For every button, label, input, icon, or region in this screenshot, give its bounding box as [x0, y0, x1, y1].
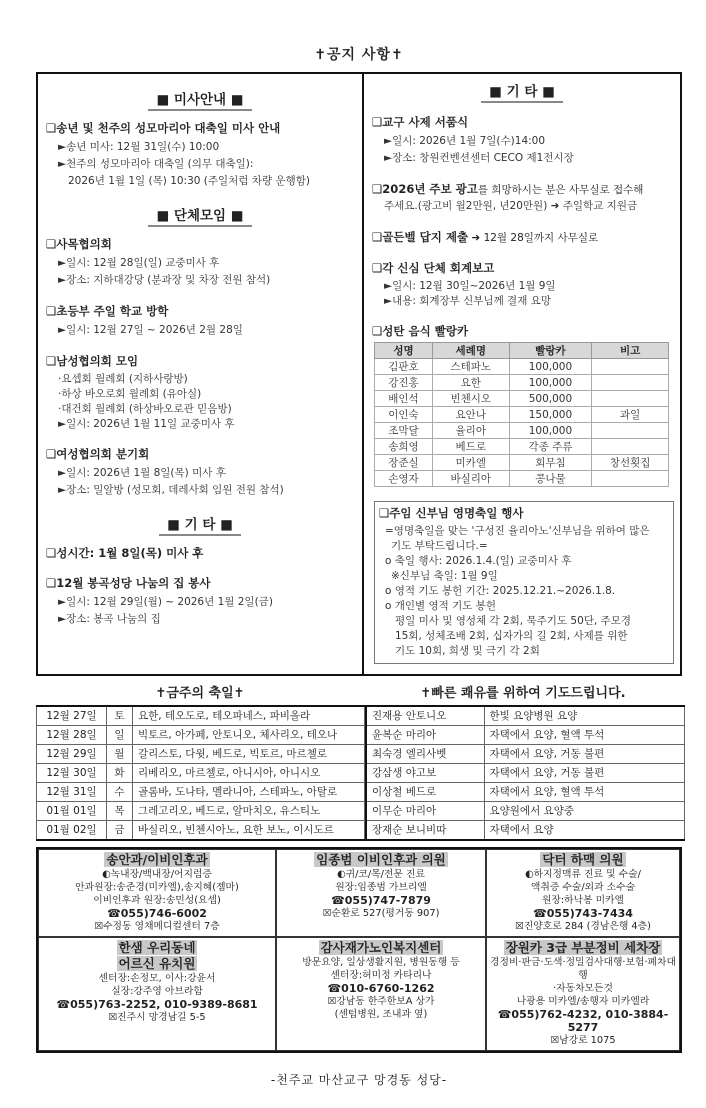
- ad-phone: ☎055)747-7879: [331, 894, 431, 907]
- table-cell: [592, 391, 669, 407]
- line: ►일시: 12월 27일 ~ 2026년 2월 28일: [58, 324, 243, 336]
- table-cell: 장재순 보니비따: [366, 821, 484, 841]
- ad-block: [276, 849, 486, 937]
- table-cell: 월: [107, 745, 133, 764]
- table-cell: [592, 423, 669, 439]
- line: ·요셉회 월례회 (지하사랑방): [58, 373, 188, 385]
- section-title: ❑주임 신부님 영명축일 행사: [379, 506, 524, 520]
- table-row: [366, 783, 684, 802]
- feast-day-box: [374, 501, 674, 664]
- ad-line: ◐하지정맥류 진료 및 수술/: [525, 869, 641, 880]
- section-title: ❑성탄 음식 빨랑카: [372, 324, 469, 338]
- table-cell: 배인석: [375, 391, 433, 407]
- table-cell: 갈리스토, 다윗, 베드로, 빅토르, 마르첼로: [133, 745, 365, 764]
- table-cell: 바실리아: [432, 471, 509, 487]
- line: ※신부님 축일: 1월 9일: [391, 570, 498, 582]
- table-cell: 12월 28일: [37, 726, 107, 745]
- table-cell: 리베리오, 마르첼로, 아니시아, 아니시오: [133, 764, 365, 783]
- ad-line: 원장:하낙봉 미카엘: [541, 895, 625, 906]
- table-cell: 이인숙: [375, 407, 433, 423]
- section-title: ❑사목협의회: [46, 237, 112, 251]
- table-cell: 자택에서 요양, 혈액 투석: [484, 783, 684, 802]
- table-row: [366, 745, 684, 764]
- column-header: 세례명: [432, 343, 509, 359]
- table-row: [366, 726, 684, 745]
- ad-line: 이비인후과 원장:송민성(요셉): [93, 895, 221, 906]
- table-cell: 강삼생 야고보: [366, 764, 484, 783]
- table-row: [37, 802, 365, 821]
- line: ►송년 미사: 12월 31일(수) 10:00: [58, 141, 220, 153]
- line: o 개인별 영적 기도 봉헌: [385, 600, 497, 612]
- section-title: ❑여성협의회 분기회: [46, 447, 150, 461]
- section-title: ❑교구 사제 서품식: [372, 115, 469, 129]
- table-cell: 미카엘: [432, 455, 509, 471]
- table-cell: 진재용 안토니오: [366, 706, 484, 726]
- table-cell: 01월 02일: [37, 821, 107, 841]
- table-cell: 강진홍: [375, 375, 433, 391]
- table-cell: 화: [107, 764, 133, 783]
- ad-name: 송안과/이비인후과: [106, 852, 208, 867]
- ad-line: 실장:강주영 아브라함: [111, 986, 203, 997]
- table-cell: 윤복순 마리아: [366, 726, 484, 745]
- column-header: 빨랑카: [509, 343, 592, 359]
- section-title: ❑12월 봉곡성당 나눔의 집 봉사: [46, 576, 211, 590]
- line: ·하상 바오로회 월례회 (유아실): [58, 388, 202, 400]
- mass-section: [46, 120, 356, 190]
- ad-address: ☒순환로 527(평거동 907): [322, 908, 440, 919]
- mass-header: ■ 미사안내 ■: [38, 88, 362, 108]
- table-cell: 100,000: [509, 423, 592, 439]
- food-offering-table: [374, 342, 669, 487]
- etc-section: [372, 181, 674, 215]
- table-cell: 토: [107, 706, 133, 726]
- line: ·대건회 월례회 (하상바오로관 믿음방): [58, 403, 232, 415]
- table-row: [366, 764, 684, 783]
- line: ➜ 12월 28일까지 사무실로: [468, 232, 599, 244]
- table-cell: 장준실: [375, 455, 433, 471]
- table-cell: [592, 375, 669, 391]
- section-title: ❑2026년 주보 광고: [372, 182, 478, 196]
- line: ►일시: 2026년 1월 11일 교중미사 후: [58, 418, 235, 430]
- table-cell: 김판호: [375, 359, 433, 375]
- table-cell: 요한, 테오도로, 테오파네스, 파비올라: [133, 706, 365, 726]
- ad-phone: ☎055)743-7434: [533, 907, 633, 920]
- line: 를 희망하시는 분은 사무실로 접수해: [477, 184, 644, 196]
- table-cell: 01월 01일: [37, 802, 107, 821]
- table-cell: [592, 439, 669, 455]
- line: =영명축일을 맞는 '구성진 율리아노'신부님을 위하여 많은: [385, 525, 650, 537]
- ad-name: 감사재가노인복지센터: [320, 940, 442, 955]
- table-cell: 율리아: [432, 423, 509, 439]
- ad-address: ☒남강로 1075: [550, 1035, 616, 1046]
- table-cell: 조막달: [375, 423, 433, 439]
- group-section: [46, 353, 356, 432]
- table-cell: 베드로: [432, 439, 509, 455]
- ad-block: [276, 937, 486, 1051]
- ad-line: 나광용 미카엘/송행자 미카엘라: [516, 996, 650, 1007]
- line: 2026년 1월 1일 (목) 10:30 (주일처럼 차량 운행함): [68, 175, 310, 187]
- table-row: [375, 375, 669, 391]
- table-cell: 수: [107, 783, 133, 802]
- etc-header: ■ 기 타 ■: [364, 80, 680, 100]
- table-cell: 자택에서 요양, 혈액 투석: [484, 726, 684, 745]
- table-cell: 목: [107, 802, 133, 821]
- table-cell: 과일: [592, 407, 669, 423]
- table-cell: 콩나물: [509, 471, 592, 487]
- table-header-row: [375, 343, 669, 359]
- line: ►장소: 밀알방 (성모회, 데레사회 임원 전원 참석): [58, 484, 284, 496]
- etc-header: ■ 기 타 ■: [38, 513, 362, 533]
- table-row: [375, 423, 669, 439]
- table-row: [37, 745, 365, 764]
- table-cell: 그레고리오, 베드로, 알마치오, 유스티노: [133, 802, 365, 821]
- line: ►천주의 성모마리아 대축일 (의무 대축일):: [58, 158, 254, 170]
- ad-block: [38, 849, 276, 937]
- table-row: [375, 391, 669, 407]
- line: ►장소: 지하대강당 (분과장 및 차장 전원 참석): [58, 274, 271, 286]
- table-cell: 금: [107, 821, 133, 841]
- table-cell: 빈첸시오: [432, 391, 509, 407]
- etc-section: [372, 229, 674, 246]
- table-row: [375, 439, 669, 455]
- ad-name: 한샘 우리동네: [118, 940, 196, 955]
- ad-phone: ☎055)762-4232, 010-3884-5277: [497, 1008, 669, 1034]
- table-row: [37, 821, 365, 841]
- ad-line: ◐녹내장/백내장/어지럼증: [102, 869, 212, 880]
- table-row: [37, 706, 365, 726]
- table-cell: 요안나: [432, 407, 509, 423]
- table-cell: 자택에서 요양, 거동 불편: [484, 745, 684, 764]
- ad-address: ☒진양호로 284 (경남은행 4층): [515, 921, 651, 932]
- ad-line: 액취증 수술/외과 소수술: [530, 882, 636, 893]
- table-cell: 12월 30일: [37, 764, 107, 783]
- line: 기도 부탁드립니다.=: [391, 540, 488, 552]
- table-row: [375, 455, 669, 471]
- table-cell: 골롬바, 도나타, 멜라니아, 스테파노, 아탈로: [133, 783, 365, 802]
- line: ►일시: 12월 30일~2026년 1월 9일: [384, 280, 556, 292]
- section-title: ❑골든벨 답지 제출: [372, 230, 469, 244]
- ad-block: [38, 937, 276, 1051]
- table-cell: 자택에서 요양, 거동 불편: [484, 764, 684, 783]
- healing-table: [365, 705, 685, 841]
- table-cell: 이무순 마리아: [366, 802, 484, 821]
- ad-line: ◐귀/코/목/전문 진료: [337, 869, 425, 880]
- line: ►일시: 2026년 1월 7일(수)14:00: [384, 135, 546, 147]
- table-cell: 일: [107, 726, 133, 745]
- table-cell: 바실리오, 빈첸시아노, 요한 보노, 이시도르: [133, 821, 365, 841]
- group-section: [46, 446, 356, 499]
- table-cell: 12월 29일: [37, 745, 107, 764]
- table-cell: 스테파노: [432, 359, 509, 375]
- line: ►장소: 봉곡 나눔의 집: [58, 613, 161, 625]
- ad-address: ☒강남동 한주한보A 상가: [327, 996, 435, 1007]
- ads-grid: [36, 847, 682, 1053]
- bottom-tables: [36, 705, 682, 841]
- table-cell: 각종 주류: [509, 439, 592, 455]
- table-cell: 100,000: [509, 375, 592, 391]
- ad-name: 어르신 유치원: [118, 956, 196, 971]
- table-cell: 150,000: [509, 407, 592, 423]
- group-section: [46, 303, 356, 339]
- table-cell: 최숙경 엘리사벳: [366, 745, 484, 764]
- line: 평일 미사 및 영성체 각 2회, 묵주기도 50단, 주모경: [395, 615, 631, 627]
- ad-address: ☒수정동 영채메디컬센터 7층: [94, 921, 220, 932]
- saints-table: [36, 705, 365, 841]
- ad-name: 닥터 하맥 의원: [542, 852, 624, 867]
- section-title: ❑송년 및 천주의 성모마리아 대축일 미사 안내: [46, 121, 281, 135]
- ad-phone: ☎055)763-2252, 010-9389-8681: [56, 998, 258, 1011]
- table-row: [37, 783, 365, 802]
- table-cell: 송희영: [375, 439, 433, 455]
- table-cell: 요양원에서 요양중: [484, 802, 684, 821]
- line: ►일시: 12월 28일(일) 교중미사 후: [58, 257, 220, 269]
- ad-name: 장원카 3급 부분정비 세차장: [505, 940, 661, 955]
- ad-line: 안과원장:송준경(미카엘),송지혜(젬마): [75, 882, 239, 893]
- section-title: ❑각 신심 단체 회계보고: [372, 261, 495, 275]
- ad-line: 경정비·판금·도색·정밀검사대행·보험·폐차대행: [490, 957, 676, 981]
- ad-line: 방문요양, 일상생활지원, 병원동행 등: [302, 957, 460, 968]
- table-cell: 회무침: [509, 455, 592, 471]
- page-title: ✝공지 사항✝: [314, 47, 404, 63]
- table-cell: 100,000: [509, 359, 592, 375]
- line: ►일시: 2026년 1월 8일(목) 미사 후: [58, 467, 226, 479]
- table-row: [375, 471, 669, 487]
- right-notice-panel: [362, 72, 682, 676]
- table-cell: 이상철 베드로: [366, 783, 484, 802]
- table-cell: [592, 359, 669, 375]
- table-cell: 500,000: [509, 391, 592, 407]
- table-cell: 한빛 요양병원 요양: [484, 706, 684, 726]
- line: 주세요.(광고비 월2만원, 년20만원) ➜ 주일학교 지원금: [384, 200, 638, 212]
- table-cell: 손영자: [375, 471, 433, 487]
- table-cell: 12월 31일: [37, 783, 107, 802]
- table-row: [375, 359, 669, 375]
- line: ►내용: 회계장부 신부님께 결재 요망: [384, 295, 551, 307]
- table-cell: 창선횟집: [592, 455, 669, 471]
- etc-section: [372, 260, 674, 309]
- ad-line: ·자동차모든것: [553, 983, 613, 994]
- ad-line: 원장:임종범 가브리엘: [335, 882, 427, 893]
- footer: -천주교 마산교구 망경동 성당-: [270, 1073, 448, 1087]
- section-title: ❑초등부 주일 학교 방학: [46, 304, 169, 318]
- table-row: [37, 764, 365, 783]
- table-row: [37, 726, 365, 745]
- etc-section: [46, 545, 356, 561]
- line: ►일시: 12월 29일(월) ~ 2026년 1월 2일(금): [58, 596, 273, 608]
- ad-line: 센터장:허미정 카타리나: [330, 970, 432, 981]
- group-header: ■ 단체모임 ■: [38, 204, 362, 224]
- section-title: ❑남성협의회 모임: [46, 354, 139, 368]
- healing-title: ✝빠른 쾌유를 위하여 기도드립니다.: [420, 686, 626, 701]
- table-cell: 자택에서 요양: [484, 821, 684, 841]
- etc-section: [372, 323, 674, 339]
- table-row: [366, 821, 684, 841]
- etc-section: [372, 114, 674, 167]
- ad-phone: ☎055)746-6002: [107, 907, 207, 920]
- ad-line: 센터장:손정모, 이사:강윤서: [98, 973, 216, 984]
- table-row: [366, 706, 684, 726]
- sub-titles: [36, 682, 682, 701]
- ad-phone: ☎010-6760-1262: [327, 982, 435, 995]
- table-cell: 요한: [432, 375, 509, 391]
- saints-title: ✝금주의 축일✝: [155, 686, 245, 701]
- etc-section: [46, 575, 356, 628]
- line: ►장소: 창원컨벤션센터 CECO 제1전시장: [384, 152, 574, 164]
- table-row: [366, 802, 684, 821]
- line: o 축일 행사: 2026.1.4.(일) 교중미사 후: [385, 555, 572, 567]
- ad-address: ☒진주시 망경남길 5-5: [108, 1012, 206, 1023]
- ad-name: 임종범 이비인후과 의원: [316, 852, 446, 867]
- ad-block: [486, 849, 680, 937]
- notice-panels: [36, 72, 682, 676]
- line: 기도 10회, 희생 및 극기 각 2회: [395, 645, 540, 657]
- table-cell: 12월 27일: [37, 706, 107, 726]
- table-row: [375, 407, 669, 423]
- table-cell: 빅토르, 아가페, 안토니오, 체사리오, 테오나: [133, 726, 365, 745]
- ad-block: [486, 937, 680, 1051]
- line: o 영적 기도 봉헌 기간: 2025.12.21.~2026.1.8.: [385, 585, 616, 597]
- column-header: 성명: [375, 343, 433, 359]
- line: 15회, 성체조배 2회, 십자가의 길 2회, 사제를 위한: [395, 630, 628, 642]
- left-notice-panel: [36, 72, 364, 676]
- table-cell: [592, 471, 669, 487]
- section-title: ❑성시간: 1월 8일(목) 미사 후: [46, 546, 204, 560]
- ad-address: (센텀병원, 조내과 옆): [334, 1009, 428, 1020]
- column-header: 비고: [592, 343, 669, 359]
- group-section: [46, 236, 356, 289]
